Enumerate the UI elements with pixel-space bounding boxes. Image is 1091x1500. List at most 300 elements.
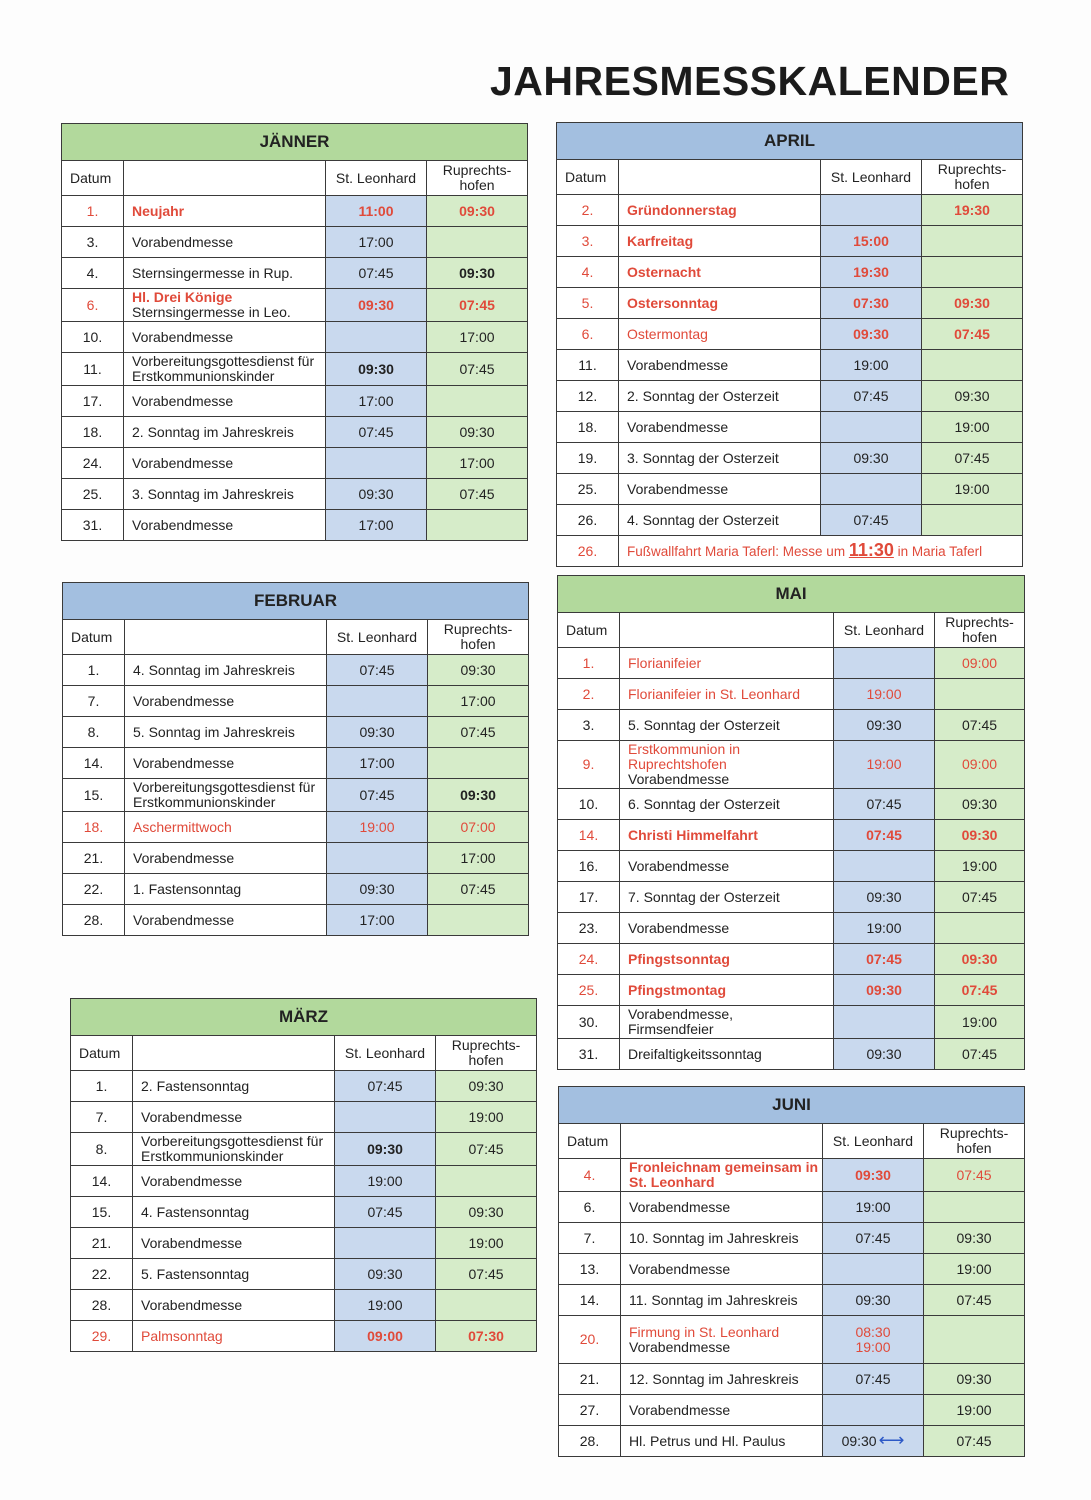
table-row bbox=[62, 227, 528, 258]
table-row bbox=[557, 319, 1023, 350]
time-st-leonhard bbox=[821, 443, 922, 474]
time-value: 09:30 bbox=[866, 888, 902, 905]
event-title: Vorabendmesse bbox=[133, 692, 235, 709]
time-value: 17:00 bbox=[459, 328, 495, 345]
time-ruprechtshofen bbox=[427, 479, 528, 510]
time-ruprechtshofen bbox=[427, 322, 528, 353]
event-title: Vorabendmesse bbox=[141, 1172, 243, 1189]
event-title: Erstkommunion in Ruprechtshofen bbox=[628, 741, 741, 772]
time-value: 09:00 bbox=[367, 1327, 403, 1344]
row-event bbox=[619, 412, 821, 443]
time-st-leonhard bbox=[823, 1285, 924, 1316]
time-value: 17:00 bbox=[460, 692, 496, 709]
table-row bbox=[558, 710, 1025, 741]
row-date: 7. bbox=[63, 686, 125, 717]
event-title: Vorabendmesse bbox=[132, 328, 234, 345]
table-row bbox=[559, 1159, 1025, 1192]
month-table-maerz bbox=[70, 998, 537, 1352]
table-row bbox=[63, 905, 529, 936]
row-date: 11. bbox=[62, 353, 124, 386]
table-row bbox=[557, 350, 1023, 381]
time-st-leonhard bbox=[326, 322, 427, 353]
table-row bbox=[63, 686, 529, 717]
row-event bbox=[620, 648, 834, 679]
time-st-leonhard bbox=[823, 1395, 924, 1426]
row-event bbox=[125, 812, 327, 843]
event-title: Vorabendmesse bbox=[628, 857, 730, 874]
time-st-leonhard bbox=[834, 679, 935, 710]
time-st-leonhard bbox=[335, 1197, 436, 1228]
table-row bbox=[63, 843, 529, 874]
row-event bbox=[124, 258, 326, 289]
table-row bbox=[71, 1133, 537, 1166]
row-date: 5. bbox=[557, 288, 619, 319]
table-row bbox=[63, 779, 529, 812]
row-date: 14. bbox=[559, 1285, 621, 1316]
time-ruprechtshofen bbox=[428, 686, 529, 717]
time-st-leonhard bbox=[335, 1290, 436, 1321]
table-row bbox=[559, 1254, 1025, 1285]
time-value: 07:45 bbox=[459, 485, 495, 502]
table-row bbox=[558, 882, 1025, 913]
table-row bbox=[62, 196, 528, 227]
note-text-before: Fußwallfahrt Maria Taferl: Messe um bbox=[627, 544, 849, 559]
row-date: 8. bbox=[63, 717, 125, 748]
time-st-leonhard bbox=[326, 227, 427, 258]
time-value: 07:45 bbox=[460, 723, 496, 740]
time-ruprechtshofen bbox=[935, 789, 1025, 820]
time-value: 15:00 bbox=[853, 232, 889, 249]
time-st-leonhard bbox=[823, 1364, 924, 1395]
time-ruprechtshofen bbox=[924, 1426, 1025, 1457]
column-header-row bbox=[558, 613, 1025, 648]
time-value: 07:30 bbox=[853, 294, 889, 311]
time-st-leonhard bbox=[326, 289, 427, 322]
table-row bbox=[559, 1285, 1025, 1316]
event-title: Karfreitag bbox=[627, 232, 694, 249]
time-value: 07:45 bbox=[954, 449, 990, 466]
time-st-leonhard bbox=[335, 1321, 436, 1352]
row-event bbox=[621, 1159, 823, 1192]
row-event bbox=[620, 820, 834, 851]
row-date: 8. bbox=[71, 1133, 133, 1166]
time-value: 07:45 bbox=[956, 1291, 992, 1308]
time-st-leonhard bbox=[821, 195, 922, 226]
row-date: 14. bbox=[71, 1166, 133, 1197]
column-header-date: Datum bbox=[559, 1124, 621, 1159]
row-date: 20. bbox=[559, 1316, 621, 1364]
row-date: 31. bbox=[62, 510, 124, 541]
row-date: 7. bbox=[559, 1223, 621, 1254]
event-title: Vorabendmesse bbox=[627, 356, 729, 373]
event-title: Hl. Drei Könige bbox=[132, 289, 233, 305]
event-title: 4. Sonntag der Osterzeit bbox=[627, 511, 779, 528]
row-event bbox=[621, 1192, 823, 1223]
row-event bbox=[621, 1426, 823, 1457]
event-title: Vorbereitungsgottesdienst für Erstkommunionskinder bbox=[141, 1133, 324, 1164]
event-title: Florianifeier bbox=[628, 654, 702, 671]
row-event bbox=[621, 1364, 823, 1395]
event-title: Vorabendmesse bbox=[629, 1198, 731, 1215]
time-st-leonhard bbox=[327, 874, 428, 905]
row-event bbox=[621, 1285, 823, 1316]
time-value: 19:00 bbox=[367, 1172, 403, 1189]
row-date: 1. bbox=[71, 1071, 133, 1102]
time-value: 09:30 bbox=[961, 826, 998, 843]
time-value: 09:30 bbox=[961, 950, 998, 967]
row-event bbox=[619, 319, 821, 350]
time-ruprechtshofen bbox=[935, 648, 1025, 679]
event-title: Ostersonntag bbox=[627, 294, 719, 311]
table-row bbox=[558, 1039, 1025, 1070]
time-value: 09:30 bbox=[359, 723, 395, 740]
month-name: JUNI bbox=[559, 1087, 1025, 1124]
time-st-leonhard bbox=[823, 1316, 924, 1364]
table-row bbox=[557, 443, 1023, 474]
row-date: 11. bbox=[557, 350, 619, 381]
time-ruprechtshofen bbox=[427, 386, 528, 417]
event-title: 3. Sonntag der Osterzeit bbox=[627, 449, 779, 466]
event-title: Vorabendmesse bbox=[132, 454, 234, 471]
column-header-st-leonhard: St. Leonhard bbox=[335, 1036, 436, 1071]
time-value: 09:30 bbox=[359, 880, 395, 897]
column-header-ruprechtshofen: Ruprechts- hofen bbox=[924, 1124, 1025, 1159]
time-value: 09:30 bbox=[866, 1045, 902, 1062]
time-value: 07:45 bbox=[359, 661, 395, 678]
event-title: Vorabendmesse bbox=[133, 911, 235, 928]
row-date: 29. bbox=[71, 1321, 133, 1352]
row-event bbox=[133, 1166, 335, 1197]
time-value: 19:00 bbox=[956, 1401, 992, 1418]
table-row bbox=[558, 741, 1025, 789]
row-event bbox=[621, 1254, 823, 1285]
time-st-leonhard bbox=[834, 741, 935, 789]
row-date: 18. bbox=[62, 417, 124, 448]
event-title: Christi Himmelfahrt bbox=[628, 826, 758, 843]
month-header-row bbox=[559, 1087, 1025, 1124]
month-header-row bbox=[558, 576, 1025, 613]
time-value: 07:45 bbox=[468, 1140, 504, 1157]
event-title: Vorabendmesse bbox=[132, 516, 234, 533]
time-value: 09:30 bbox=[459, 264, 495, 281]
row-event bbox=[620, 1039, 834, 1070]
time-value: 09:00 bbox=[962, 654, 998, 671]
time-ruprechtshofen bbox=[922, 257, 1023, 288]
time-value: 09:30 bbox=[459, 423, 495, 440]
time-value: 11:00 bbox=[358, 202, 394, 219]
event-title: Firmung in St. Leonhard bbox=[629, 1323, 780, 1340]
event-title: Vorabendmesse bbox=[141, 1234, 243, 1251]
row-date: 14. bbox=[558, 820, 620, 851]
row-date: 3. bbox=[558, 710, 620, 741]
event-title: Vorabendmesse bbox=[141, 1296, 243, 1313]
time-ruprechtshofen bbox=[924, 1254, 1025, 1285]
column-header-event bbox=[133, 1036, 335, 1071]
event-title: 5. Fastensonntag bbox=[141, 1265, 250, 1282]
row-event bbox=[620, 851, 834, 882]
row-event bbox=[125, 655, 327, 686]
row-date: 21. bbox=[559, 1364, 621, 1395]
time-st-leonhard bbox=[834, 913, 935, 944]
time-ruprechtshofen bbox=[935, 1039, 1025, 1070]
event-title: Vorbereitungsgottesdienst für Erstkommunionskinder bbox=[132, 353, 315, 384]
table-row bbox=[71, 1321, 537, 1352]
event-title: Vorabendmesse bbox=[628, 919, 730, 936]
event-title: Vorabendmesse bbox=[133, 754, 235, 771]
event-title: 4. Sonntag im Jahreskreis bbox=[133, 661, 295, 678]
column-header-date: Datum bbox=[62, 161, 124, 196]
event-title: 12. Sonntag im Jahreskreis bbox=[629, 1370, 799, 1387]
time-value: 19:00 bbox=[866, 685, 902, 702]
month-header-row bbox=[63, 583, 529, 620]
table-row bbox=[71, 1197, 537, 1228]
month-table-april bbox=[556, 122, 1023, 567]
event-title: 6. Sonntag der Osterzeit bbox=[628, 795, 780, 812]
time-ruprechtshofen bbox=[922, 319, 1023, 350]
table-row bbox=[557, 288, 1023, 319]
event-title: 2. Sonntag der Osterzeit bbox=[627, 387, 779, 404]
time-st-leonhard bbox=[823, 1192, 924, 1223]
table-row bbox=[558, 789, 1025, 820]
time-ruprechtshofen bbox=[427, 448, 528, 479]
row-date: 14. bbox=[63, 748, 125, 779]
row-date: 9. bbox=[558, 741, 620, 789]
event-title: Vorabendmesse bbox=[627, 480, 729, 497]
table-row bbox=[63, 874, 529, 905]
row-date: 21. bbox=[63, 843, 125, 874]
time-value: 07:45 bbox=[468, 1265, 504, 1282]
row-event bbox=[621, 1223, 823, 1254]
event-title: Fronleichnam gemeinsam in St. Leonhard bbox=[629, 1159, 819, 1190]
event-title: Pfingstmontag bbox=[628, 981, 726, 998]
time-ruprechtshofen bbox=[935, 1006, 1025, 1039]
time-ruprechtshofen bbox=[922, 443, 1023, 474]
row-date: 23. bbox=[558, 913, 620, 944]
table-row bbox=[62, 417, 528, 448]
time-ruprechtshofen bbox=[922, 195, 1023, 226]
time-value: 09:30 bbox=[468, 1077, 504, 1094]
row-event bbox=[124, 479, 326, 510]
time-value: 07:45 bbox=[855, 1370, 891, 1387]
row-event bbox=[619, 288, 821, 319]
time-ruprechtshofen bbox=[922, 474, 1023, 505]
table-row bbox=[71, 1290, 537, 1321]
time-ruprechtshofen bbox=[922, 381, 1023, 412]
time-value: 09:30 bbox=[853, 325, 889, 342]
row-date: 19. bbox=[557, 443, 619, 474]
row-event bbox=[620, 679, 834, 710]
row-event bbox=[619, 226, 821, 257]
time-st-leonhard bbox=[834, 975, 935, 1006]
event-title: Dreifaltigkeitssonntag bbox=[628, 1045, 762, 1062]
time-value: 07:45 bbox=[853, 511, 889, 528]
time-st-leonhard bbox=[834, 944, 935, 975]
time-st-leonhard bbox=[326, 386, 427, 417]
time-st-leonhard bbox=[327, 779, 428, 812]
time-ruprechtshofen bbox=[922, 505, 1023, 536]
row-date: 1. bbox=[63, 655, 125, 686]
note-text-after: in Maria Taferl bbox=[893, 544, 983, 559]
time-value: 07:00 bbox=[460, 818, 496, 835]
time-value: 07:45 bbox=[956, 1166, 992, 1183]
time-ruprechtshofen bbox=[436, 1321, 537, 1352]
event-title: 4. Fastensonntag bbox=[141, 1203, 250, 1220]
row-event bbox=[619, 474, 821, 505]
time-st-leonhard bbox=[834, 710, 935, 741]
month-header-row bbox=[557, 123, 1023, 160]
time-ruprechtshofen bbox=[436, 1228, 537, 1259]
time-ruprechtshofen bbox=[436, 1071, 537, 1102]
event-title: Osternacht bbox=[627, 263, 701, 280]
time-value: 19:00 bbox=[359, 818, 395, 835]
row-date: 1. bbox=[62, 196, 124, 227]
row-date: 22. bbox=[71, 1259, 133, 1290]
column-header-st-leonhard: St. Leonhard bbox=[326, 161, 427, 196]
month-table-jaenner bbox=[61, 123, 528, 541]
time-st-leonhard bbox=[327, 748, 428, 779]
column-header-ruprechtshofen: Ruprechts- hofen bbox=[428, 620, 529, 655]
time-value: 09:30 bbox=[367, 1140, 403, 1157]
time-st-leonhard bbox=[823, 1254, 924, 1285]
column-header-date: Datum bbox=[557, 160, 619, 195]
table-row bbox=[557, 412, 1023, 443]
row-date: 10. bbox=[62, 322, 124, 353]
time-value: 09:30 bbox=[367, 1265, 403, 1282]
time-ruprechtshofen bbox=[428, 779, 529, 812]
time-st-leonhard bbox=[834, 882, 935, 913]
time-st-leonhard bbox=[327, 655, 428, 686]
event-title: Gründonnerstag bbox=[627, 201, 737, 218]
time-st-leonhard bbox=[327, 686, 428, 717]
event-title: Hl. Petrus und Hl. Paulus bbox=[629, 1432, 786, 1449]
time-ruprechtshofen bbox=[436, 1102, 537, 1133]
table-row bbox=[62, 258, 528, 289]
row-event bbox=[125, 905, 327, 936]
row-event bbox=[124, 353, 326, 386]
time-value: 07:45 bbox=[956, 1432, 992, 1449]
table-row bbox=[71, 1102, 537, 1133]
time-value: 09:30 bbox=[358, 485, 394, 502]
row-date: 18. bbox=[557, 412, 619, 443]
table-row bbox=[63, 655, 529, 686]
table-row bbox=[559, 1395, 1025, 1426]
month-name: JÄNNER bbox=[62, 124, 528, 161]
column-header-ruprechtshofen: Ruprechts- hofen bbox=[436, 1036, 537, 1071]
event-subtitle: Firmsendfeier bbox=[628, 1021, 714, 1037]
table-row bbox=[559, 1426, 1025, 1457]
event-title: Vorabendmesse bbox=[132, 233, 234, 250]
time-ruprechtshofen bbox=[436, 1290, 537, 1321]
event-title: 1. Fastensonntag bbox=[133, 880, 242, 897]
table-row bbox=[558, 944, 1025, 975]
month-table-juni bbox=[558, 1086, 1025, 1457]
time-value: 19:30 bbox=[954, 201, 990, 218]
row-date: 26. bbox=[557, 505, 619, 536]
row-event bbox=[620, 789, 834, 820]
row-date: 7. bbox=[71, 1102, 133, 1133]
time-value: 09:30 bbox=[956, 1370, 992, 1387]
month-table-mai bbox=[557, 575, 1025, 1070]
time-value: 19:00 bbox=[468, 1108, 504, 1125]
time-value: 07:30 bbox=[468, 1327, 504, 1344]
row-event bbox=[124, 196, 326, 227]
table-row bbox=[557, 257, 1023, 288]
row-event bbox=[125, 874, 327, 905]
column-header-st-leonhard: St. Leonhard bbox=[834, 613, 935, 648]
event-title: 11. Sonntag im Jahreskreis bbox=[629, 1291, 798, 1308]
event-subtitle: Vorabendmesse bbox=[628, 771, 730, 787]
time-st-leonhard bbox=[823, 1426, 924, 1457]
time-value: 19:00 bbox=[866, 756, 902, 772]
row-event bbox=[125, 686, 327, 717]
row-date: 21. bbox=[71, 1228, 133, 1259]
time-value: 07:45 bbox=[866, 826, 902, 843]
time-value: 19:00 bbox=[954, 480, 990, 497]
time-value: 09:30 bbox=[954, 387, 990, 404]
event-title: Vorabendmesse bbox=[627, 418, 729, 435]
time-value: 19:00 bbox=[956, 1260, 992, 1277]
time-st-leonhard bbox=[821, 412, 922, 443]
column-header-ruprechtshofen: Ruprechts- hofen bbox=[935, 613, 1025, 648]
event-title: Pfingstsonntag bbox=[628, 950, 730, 967]
time-st-leonhard bbox=[821, 474, 922, 505]
time-value: 07:45 bbox=[359, 786, 395, 803]
table-row bbox=[62, 448, 528, 479]
event-title: Vorbereitungsgottesdienst für Erstkommunionskinder bbox=[133, 779, 316, 810]
row-date: 10. bbox=[558, 789, 620, 820]
column-header-event bbox=[621, 1124, 823, 1159]
time-value: 07:45 bbox=[358, 264, 394, 281]
row-date: 22. bbox=[63, 874, 125, 905]
row-date: 4. bbox=[62, 258, 124, 289]
time-ruprechtshofen bbox=[935, 710, 1025, 741]
time-value: 07:45 bbox=[962, 1045, 998, 1062]
row-event bbox=[124, 510, 326, 541]
table-row bbox=[558, 648, 1025, 679]
time-value: 07:45 bbox=[367, 1203, 403, 1220]
row-date: 17. bbox=[558, 882, 620, 913]
time-value: 07:45 bbox=[954, 325, 990, 342]
time-st-leonhard bbox=[327, 812, 428, 843]
event-title: Vorabendmesse bbox=[629, 1260, 731, 1277]
time-ruprechtshofen bbox=[922, 288, 1023, 319]
time-ruprechtshofen bbox=[935, 975, 1025, 1006]
time-st-leonhard bbox=[335, 1133, 436, 1166]
time-value: 09:30 bbox=[956, 1229, 992, 1246]
column-header-row bbox=[557, 160, 1023, 195]
time-st-leonhard bbox=[326, 479, 427, 510]
row-event bbox=[124, 386, 326, 417]
row-event bbox=[620, 944, 834, 975]
table-row bbox=[63, 717, 529, 748]
time-st-leonhard bbox=[821, 257, 922, 288]
time-ruprechtshofen bbox=[427, 227, 528, 258]
pilgrimage-note bbox=[619, 536, 1023, 567]
row-event bbox=[133, 1290, 335, 1321]
row-event bbox=[619, 257, 821, 288]
time-value: 19:00 bbox=[954, 418, 990, 435]
column-header-st-leonhard: St. Leonhard bbox=[823, 1124, 924, 1159]
row-event bbox=[124, 322, 326, 353]
event-title: 10. Sonntag im Jahreskreis bbox=[629, 1229, 799, 1246]
event-title: 7. Sonntag der Osterzeit bbox=[628, 888, 780, 905]
row-date: 25. bbox=[557, 474, 619, 505]
time-st-leonhard bbox=[821, 319, 922, 350]
row-date: 26. bbox=[557, 536, 619, 567]
table-row bbox=[558, 820, 1025, 851]
time-st-leonhard bbox=[326, 510, 427, 541]
time-value: 19:00 bbox=[468, 1234, 504, 1251]
